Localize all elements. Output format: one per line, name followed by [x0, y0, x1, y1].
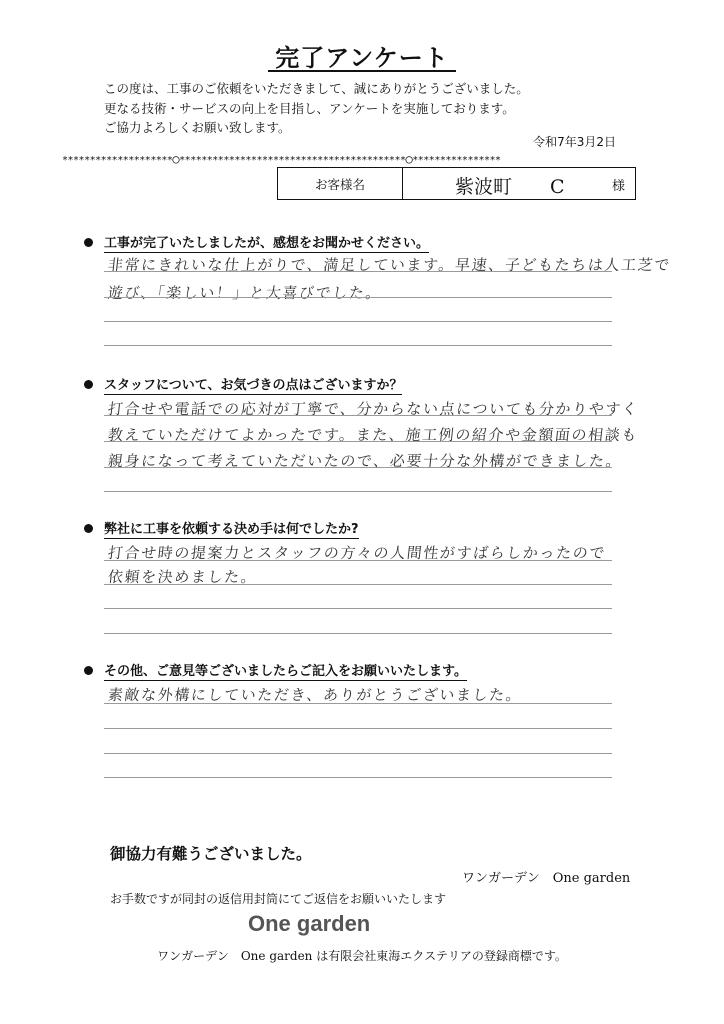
customer-name-suffix: 様 — [611, 179, 625, 194]
bullet-icon — [84, 666, 93, 675]
question-2 — [84, 374, 402, 395]
answer-rule — [104, 753, 612, 754]
intro-line: この度は、工事のご依頼をいただきまして、誠にありがとうございました。 — [104, 81, 529, 96]
answer-rule — [104, 345, 612, 346]
answer-rule — [104, 297, 612, 298]
answer-line: 教えていただけてよかったです。また、施工例の紹介や金額面の相談も — [107, 426, 639, 444]
return-note: お手数ですが同封の返信用封筒にてご返信をお願いいたします — [110, 892, 447, 906]
answer-line: 親身になって考えていただいたので、必要十分な外構ができました。 — [107, 452, 624, 470]
answer-line: 依頼を決めました。 — [107, 568, 259, 586]
answer-rule — [104, 633, 612, 634]
bullet-icon — [84, 238, 93, 247]
answer-rule — [104, 491, 612, 492]
question-1 — [84, 232, 429, 253]
intro-line: ご協力よろしくお願い致します。 — [104, 120, 291, 135]
answer-line: 非常にきれいな仕上がりで、満足しています。早速、子どもたちは人工芝で — [107, 256, 672, 274]
customer-name-value: 紫波町 C — [455, 176, 565, 198]
intro-line: 更なる技術・サービスの向上を目指し、アンケートを実施しております。 — [104, 100, 515, 116]
question-3 — [84, 518, 359, 539]
answer-rule — [104, 728, 612, 729]
answer-rule — [104, 703, 612, 704]
answer-rule — [104, 415, 612, 416]
bullet-icon — [84, 380, 93, 389]
question-text: 弊社に工事を依頼する決め手は何でしたか? — [104, 518, 359, 539]
answer-rule — [104, 560, 612, 561]
title-underline — [268, 70, 456, 72]
bullet-icon — [84, 524, 93, 533]
answer-rule — [104, 271, 612, 272]
star-divider: ********************○*****************************************○**************** — [62, 152, 501, 166]
intro-text — [104, 79, 529, 138]
company-logo — [248, 911, 370, 937]
answer-rule — [104, 608, 612, 609]
question-text: スタッフについて、お気づきの点はございますか？ — [104, 374, 402, 395]
answer-line: 打合せや電話での応対が丁寧で、分からない点についても分かりやすく — [107, 400, 640, 418]
page-title: 完了アンケート — [275, 44, 449, 72]
question-text: 工事が完了いたしましたが、感想をお聞かせください。 — [104, 232, 429, 253]
answer-line: 遊び、「楽しい！」と大喜びでした。 — [107, 284, 384, 302]
customer-name-field — [403, 168, 635, 199]
customer-name-box — [277, 167, 636, 200]
question-4 — [84, 660, 467, 681]
answer-rule — [104, 584, 612, 585]
answer-rule — [104, 321, 612, 322]
company-name: ワンガーデン One garden — [462, 871, 631, 886]
closing-message: 御協力有難うございました。 — [110, 845, 312, 863]
survey-date: 令和7年3月2日 — [533, 135, 616, 149]
logo-text: One garden — [248, 911, 371, 936]
answer-rule — [104, 441, 612, 442]
trademark-notice: ワンガーデン One garden は有限会社東海エクステリアの登録商標です。 — [157, 949, 567, 963]
question-text: その他、ご意見等ございましたらご記入をお願いいたします。 — [104, 660, 467, 681]
answer-line: 素敵な外構にしていただき、ありがとうございました。 — [107, 686, 524, 704]
answer-rule — [104, 777, 612, 778]
answer-rule — [104, 467, 612, 468]
answer-line: 打合せ時の提案力とスタッフの方々の人間性がすばらしかったので — [107, 544, 607, 562]
customer-name-label: お客様名 — [278, 168, 403, 199]
